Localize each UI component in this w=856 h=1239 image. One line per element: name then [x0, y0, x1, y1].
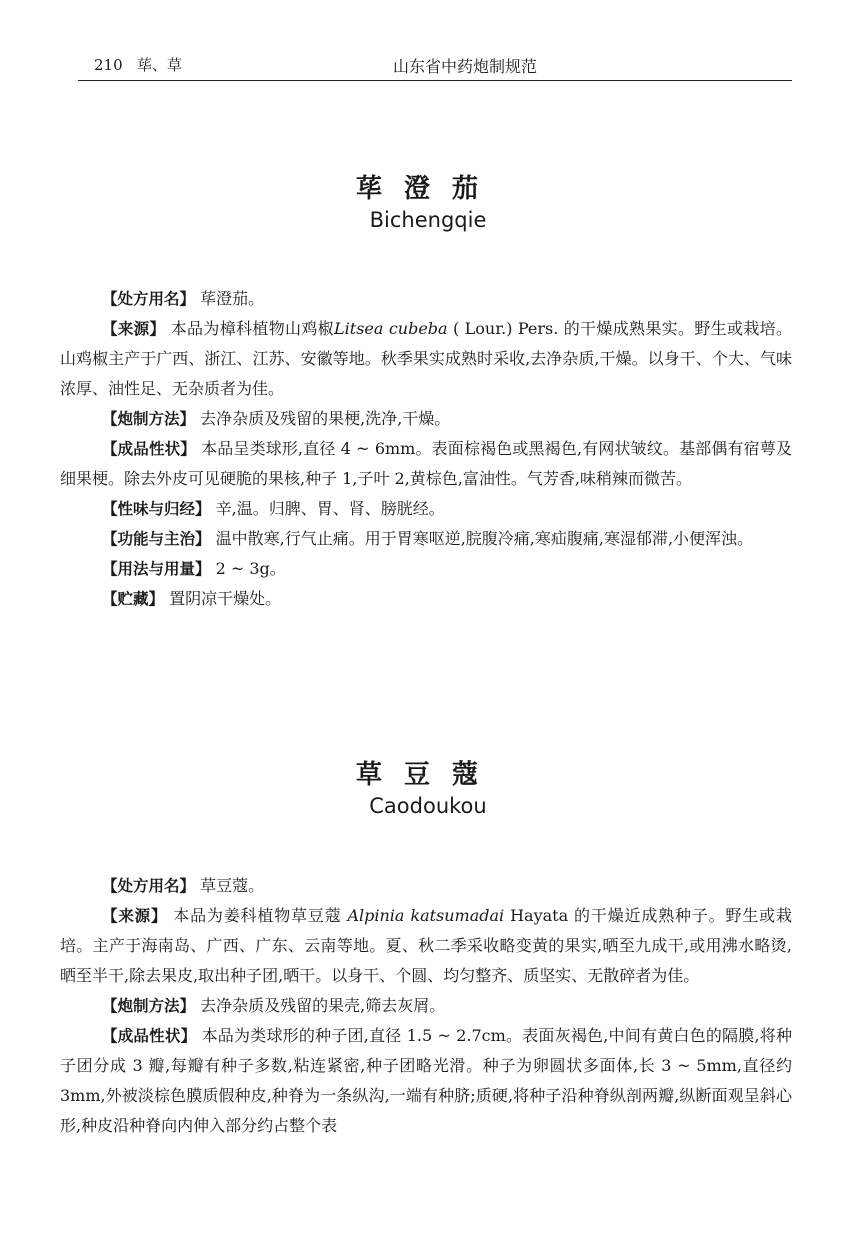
entry-title: 草豆蔻 — [355, 760, 500, 790]
field-product-characteristics: 【成品性状】 本品呈类球形,直径 4 ~ 6mm。表面棕褐色或黑褐色,有网状皱纹。基部偶有宿萼及细果梗。除去外皮可见硬脆的果核,种子 1,子叶 2,黄棕色,富油性。气芳香,味稍辣而微苦。 — [60, 439, 792, 488]
field-storage: 【贮藏】 置阴凉干燥处。 — [102, 589, 282, 608]
field-source: 【来源】 本品为樟科植物山鸡椒Litsea cubeba ( Lour.) Pers. 的干燥成熟果实。野生或栽培。山鸡椒主产于广西、浙江、江苏、安徽等地。秋季果实成熟时采收,去净杂质,干燥。以身干、个大、气味浓厚、油性足、无杂质者为佳。 — [60, 319, 792, 398]
entry-pinyin: Bichengqie — [369, 208, 487, 232]
field-source: 【来源】 本品为姜科植物草豆蔻 Alpinia katsumadai Hayata 的干燥近成熟种子。野生或栽培。主产于海南岛、广西、广东、云南等地。夏、秋二季采收略变黄的果实,晒至九成干,或用沸水略烫,晒至半干,除去果皮,取出种子团,晒干。以身干、个圆、均匀整齐、质坚实、无散碎者为佳。 — [60, 906, 792, 985]
section-label: 荜、草 — [136, 56, 182, 74]
page-header — [78, 52, 792, 81]
entry-body — [60, 871, 792, 1141]
field-nature-meridian: 【性味与归经】 辛,温。归脾、胃、肾、膀胱经。 — [102, 499, 445, 518]
entry-title: 荜澄茄 — [355, 174, 500, 204]
field-product-characteristics: 【成品性状】 本品为类球形的种子团,直径 1.5 ~ 2.7cm。表面灰褐色,中间有黄白色的隔膜,将种子团分成 3 瓣,每瓣有种子多数,粘连紧密,种子团略光滑。种子为卵圆状多面体,长 3 ~ 5mm,直径约 3mm,外被淡棕色膜质假种皮,种脊为一条纵沟,一端有种脐;质硬,将种子沿种脊纵剖两瓣,纵断面观呈斜心形,种皮沿种脊向内伸入部分约占整个表 — [60, 1026, 792, 1135]
field-usage-dosage: 【用法与用量】 2 ~ 3g。 — [102, 559, 286, 578]
page-number: 210 — [94, 56, 123, 74]
latin-name: Litsea cubeba — [334, 319, 448, 338]
field-processing-method: 【炮制方法】 去净杂质及残留的果壳,筛去灰屑。 — [102, 996, 446, 1015]
book-title: 山东省中药炮制规范 — [392, 57, 537, 76]
field-prescription-name: 【处方用名】 草豆蔻。 — [102, 876, 265, 895]
field-prescription-name: 【处方用名】 荜澄茄。 — [102, 289, 265, 308]
entry-pinyin: Caodoukou — [369, 794, 487, 818]
entry-body — [60, 284, 792, 614]
field-function-indication: 【功能与主治】 温中散寒,行气止痛。用于胃寒呕逆,脘腹冷痛,寒疝腹痛,寒湿郁滞,小便浑浊。 — [102, 529, 754, 548]
field-processing-method: 【炮制方法】 去净杂质及残留的果梗,洗净,干燥。 — [102, 409, 451, 428]
latin-name: Alpinia katsumadai — [347, 906, 505, 925]
